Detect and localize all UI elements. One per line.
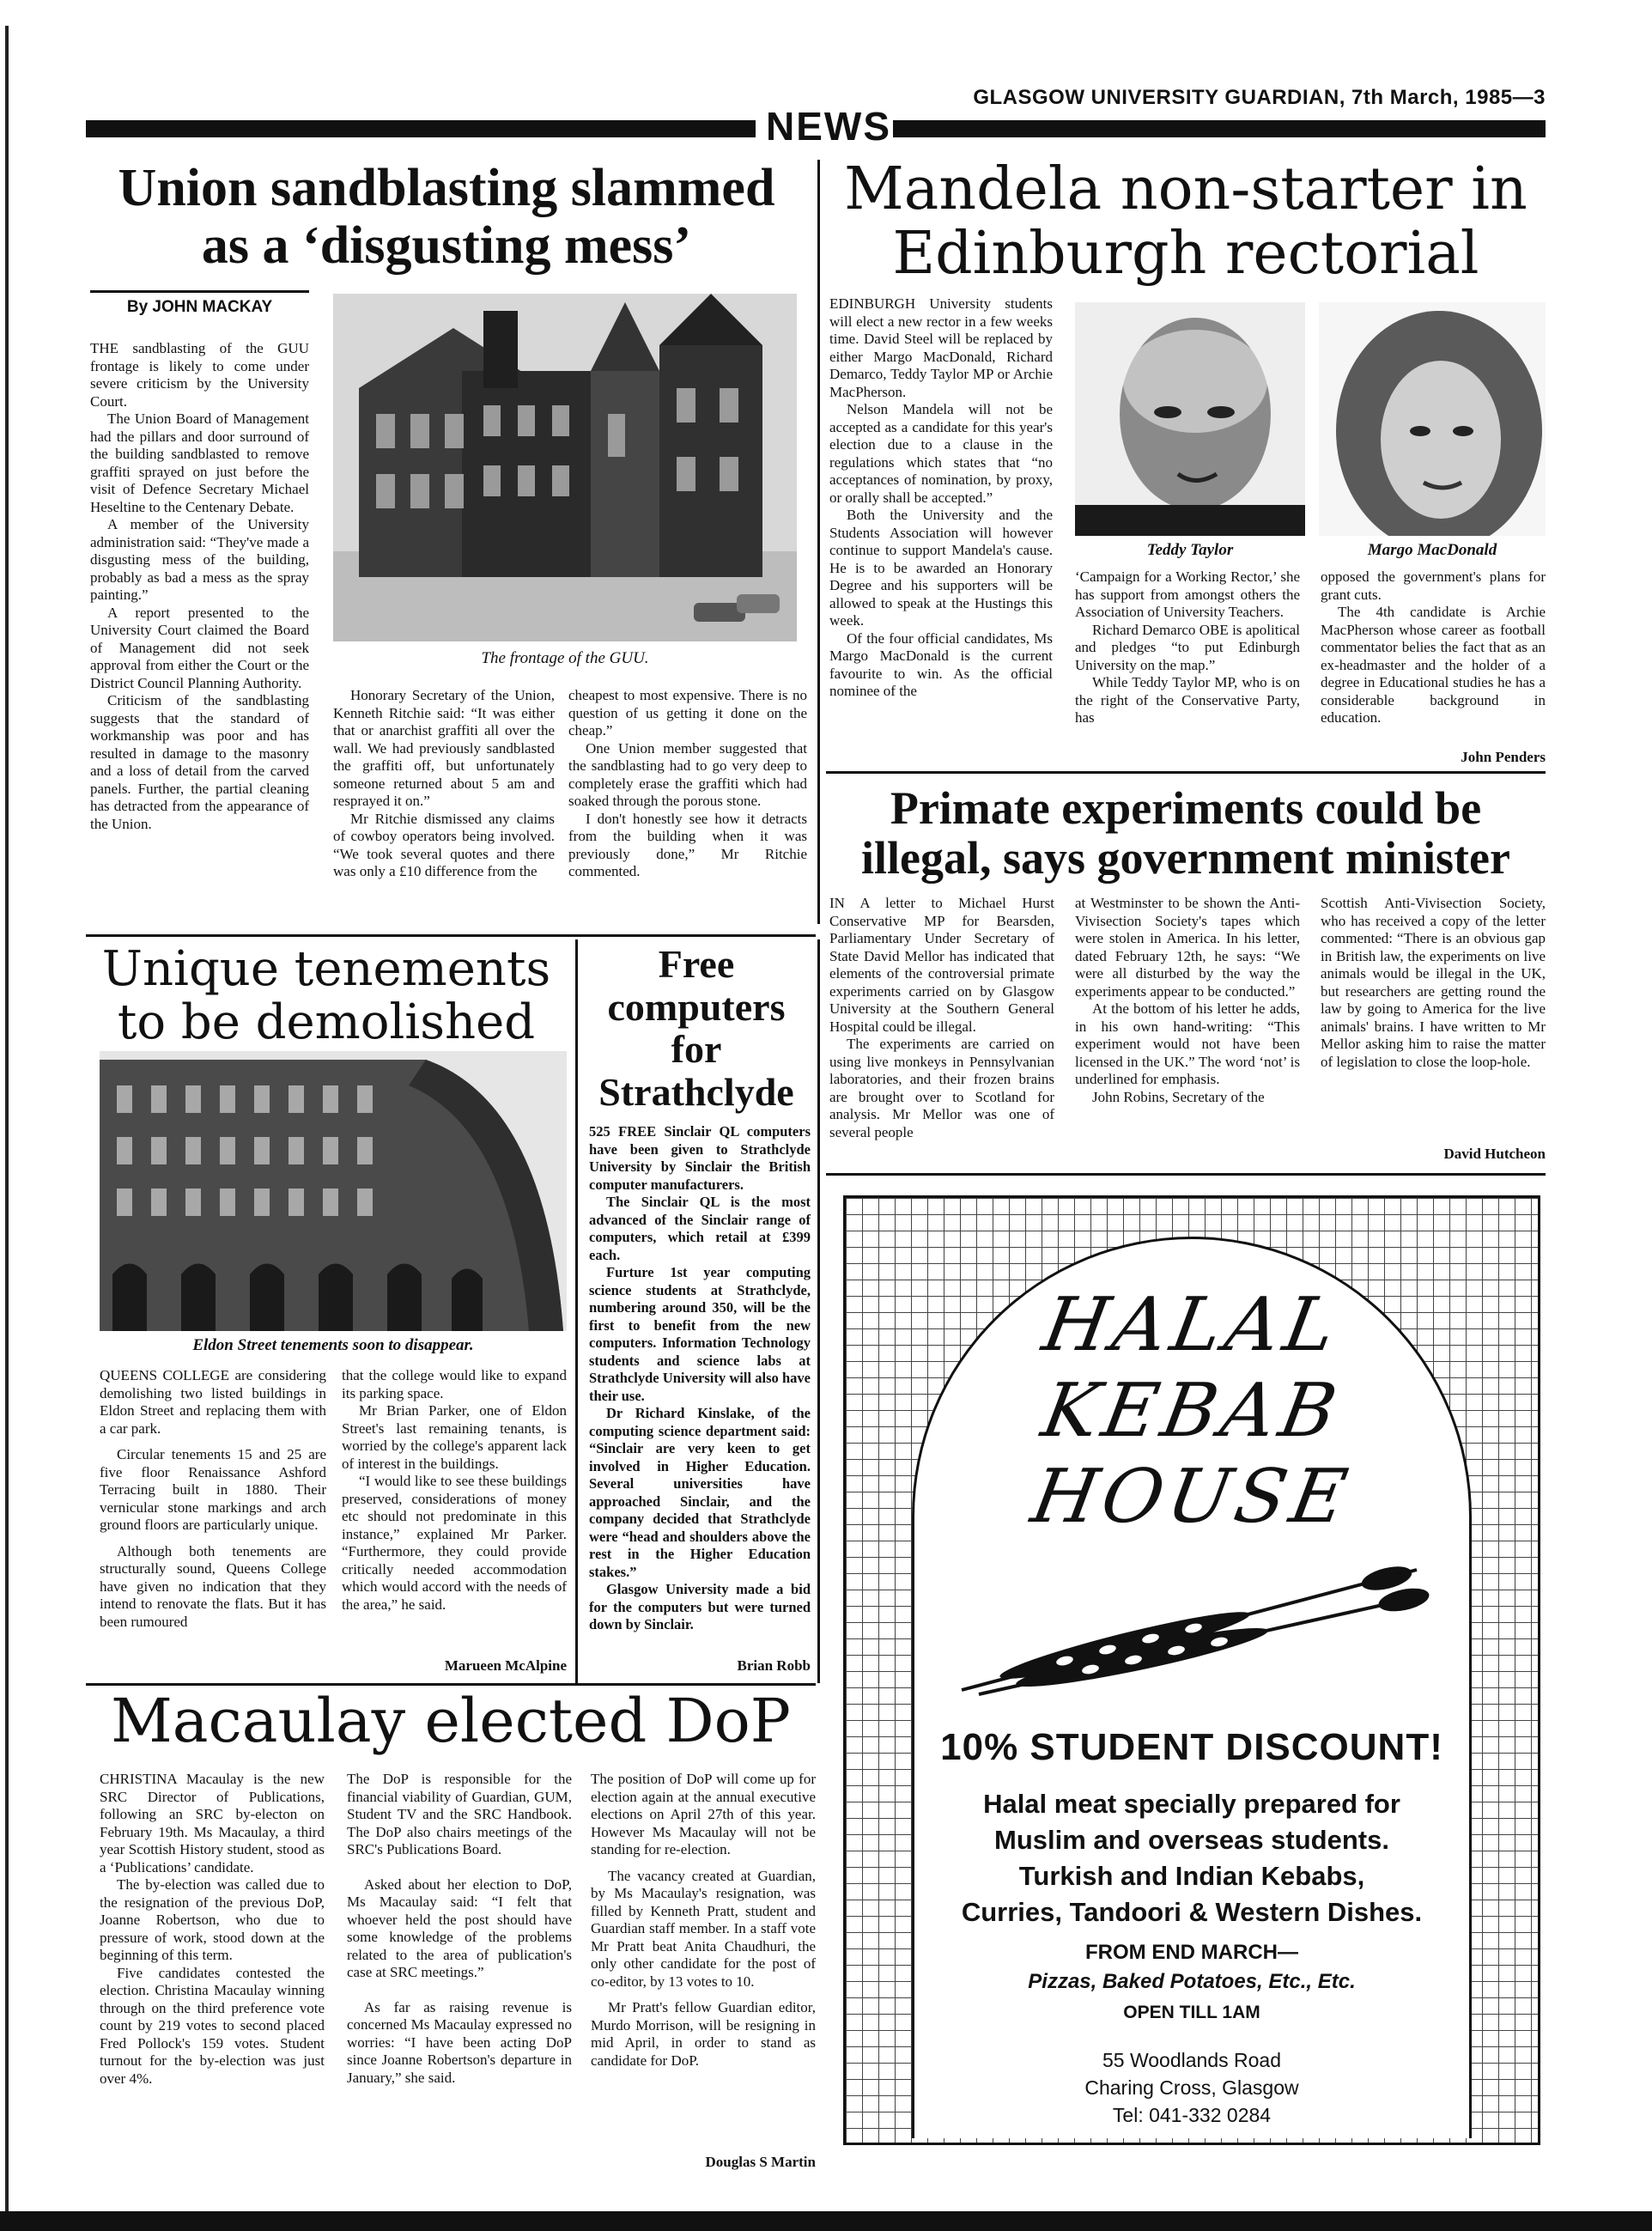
paragraph: Furture 1st year computing science students at Strathclyde, numbering around 350, will be the first to benefit from the new computers. Information Technology students and science labs at Strathclyde University will also have their use. — [589, 1264, 811, 1404]
paragraph: John Robins, Secretary of the — [1092, 1088, 1265, 1105]
page-bottom-rule — [0, 2211, 1652, 2231]
primate-col-1 — [829, 895, 1054, 1141]
paragraph: A member of the University administration said: “They've made a disgusting mess of the building, probably as bad a mess as the spray painting.” — [90, 516, 309, 603]
paragraph: Richard Demarco OBE is apolitical and pledges “to put Edinburgh University on the map.” — [1075, 621, 1300, 673]
paragraph: Although both tenements are structurally sound, Queens College have given no indication that they intend to renovate the flats. But it has been rumoured — [100, 1542, 326, 1630]
paragraph: Dr Richard Kinslake, of the computing science department said: “Sinclair are very keen to get involved in Higher Education. Several universities have approached Sinclair, and the company decided that Strathclyde were “head and shoulders above the rest in the Higher Education stakes.” — [589, 1405, 811, 1580]
advert-address-line-2: Charing Cross, Glasgow — [1084, 2076, 1299, 2099]
tenements-headline: Unique tenements to be demolished — [101, 941, 551, 1050]
news-bar-right — [893, 120, 1546, 137]
union-col-1 — [90, 340, 309, 833]
macaulay-col-1 — [100, 1771, 325, 2088]
paragraph: that the college would like to expand its parking space. — [342, 1367, 567, 1401]
paragraph: 525 FREE Sinclair QL computers have been given to Strathclyde University by Sinclair the British computer manufacturers. — [589, 1123, 811, 1193]
paragraph: While Teddy Taylor MP, who is on the right of the Conservative Party, has — [1075, 674, 1300, 726]
paragraph: Circular tenements 15 and 25 are five floor Renaissance Ashford Terracing built in 1880. Their vernicular stone markings and arch ground floors are particularly unique. — [100, 1446, 326, 1533]
union-headline: Union sandblasting slammed as a ‘disgusting mess’ — [118, 159, 775, 275]
section-rule — [826, 771, 1546, 774]
mandela-col-3 — [1321, 568, 1546, 727]
advert-discount: 10% STUDENT DISCOUNT! — [940, 1726, 1443, 1768]
paragraph: CHRISTINA Macaulay is the new SRC Director of Publications, following an SRC by-electon on February 19th. Ms Macaulay, a third year Scottish History student, stood as a ‘Publications’ candidate. — [100, 1771, 325, 1875]
paragraph: Of the four official candidates, Ms Margo MacDonald is the current favourite to win. As the official nominee of the — [829, 629, 1053, 699]
paragraph: THE sandblasting of the GUU frontage is likely to come under severe criticism by the University Court. — [90, 340, 309, 410]
paragraph: Asked about her election to DoP, Ms Macaulay said: “I felt that whoever held the post should have some knowledge of the problems related to the area of publication's case at SRC meetings.” — [347, 1875, 572, 1980]
column-rule — [575, 939, 578, 1683]
skewers-icon — [953, 1553, 1434, 1699]
paragraph: IN A letter to Michael Hurst Conservative MP for Bearsden, Parliamentary Under Secretary of State David Mellor has indicated that elements of the controversial primate experiments carried on by Glasgow University at the Southern General Hospital could be illegal. — [829, 895, 1054, 1035]
paragraph: Scottish Anti-Vivisection Society, who has received a copy of the letter commented: “There is an obvious gap in British law, the experiments on live animals would be illegal in the UK, but researchers are getting round the law by going to America for the live animals' brains. I have written to Mr Mellor asking him to raise the matter of legislation to close the loop-hole. — [1321, 895, 1546, 1070]
mandela-headline: Mandela non-starter in Edinburgh rectorial — [844, 155, 1527, 288]
teddy-taylor-photo — [1075, 302, 1305, 536]
folio: GLASGOW UNIVERSITY GUARDIAN, 7th March, 1985—3 — [973, 86, 1546, 109]
primate-headline: Primate experiments could be illegal, says government minister — [861, 782, 1510, 884]
advert-from: FROM END MARCH— — [1085, 1941, 1298, 1964]
computers-body — [589, 1123, 811, 1634]
paragraph: Mr Pratt's fellow Guardian editor, Murdo Morrison, will be resigning in mid April, in order to stand as candidate for DoP. — [591, 1999, 816, 2069]
page-edge-rule — [5, 26, 9, 2224]
paragraph: Mr Brian Parker, one of Eldon Street's last remaining tenants, is worried by the college's apparent lack of interest in the buildings. — [342, 1402, 567, 1472]
primate-col-2 — [1075, 895, 1300, 1106]
mandela-col-1 — [829, 295, 1053, 701]
advert-title-kebab: KEBAB — [1036, 1368, 1348, 1454]
tenements-col-2 — [342, 1367, 567, 1614]
macaulay-signature: Douglas S Martin — [705, 2154, 816, 2170]
paragraph: Glasgow University made a bid for the computers but were turned down by Sinclair. — [589, 1581, 811, 1632]
section-rule — [826, 1173, 1546, 1176]
tenements-col-1 — [100, 1367, 326, 1631]
advert-title-halal: HALAL — [1036, 1282, 1347, 1368]
column-rule — [817, 939, 820, 1683]
paragraph: The Union Board of Management had the pillars and door surround of the building sandblasted to remove graffiti sprayed on just before the visit of Defence Secretary Michael Heseltine to the Centenary Debate. — [90, 410, 309, 515]
paragraph: “I would like to see these buildings preserved, considerations of money etc should not predominate in this instance,” explained Mr Parker. “Furthermore, they could provide critically needed accommodation which would accord with the needs of the area,” he said. — [342, 1473, 567, 1613]
paragraph: I don't honestly see how it detracts from the building when it was previously done,” Mr Ritchie commented. — [568, 810, 807, 879]
paragraph: Five candidates contested the election. Christina Macaulay winning through on the third preference vote count by 219 votes to second placed Fred Pollock's 159 votes. Student turnout for the by-election was just over 4%. — [100, 1964, 325, 2087]
paragraph: Both the University and the Students Association will however continue to support Mandela's cause. He is to be awarded an Honorary Degree and his supporters will be allowed to speak at the Hustings this week. — [829, 507, 1053, 629]
advert-title-house: HOUSE — [1025, 1454, 1358, 1540]
teddy-taylor-caption: Teddy Taylor — [1146, 541, 1234, 559]
paragraph: QUEENS COLLEGE are considering demolishing two listed buildings in Eldon Street and replacing them with a car park. — [100, 1367, 326, 1437]
union-col-2 — [333, 687, 555, 881]
paragraph: The experiments are carried on using live monkeys in Pennsylvanian laboratories, and their frozen brains are brought over to Scotland for analysis. Mr Mellor was one of several people — [829, 1036, 1054, 1140]
paragraph: The by-election was called due to the resignation of the previous DoP, Joanne Robertson, who due to pressure of work, stood down at the beginning of this term. — [100, 1876, 325, 1963]
primate-col-3 — [1321, 895, 1546, 1071]
paragraph: At the bottom of his letter he adds, in his own hand-writing: “This experiment would not have been licensed in the UK.” The word ‘not’ is underlined for emphasis. — [1075, 1000, 1300, 1087]
paragraph: The 4th candidate is Archie MacPherson whose career as football commentator belies the fact that as an ex-headmaster and the holder of a degree in Educational studies he has a considerable background in education. — [1321, 604, 1546, 726]
news-bar-left — [86, 120, 756, 137]
mandela-col-2 — [1075, 568, 1300, 727]
paragraph: A report presented to the University Court claimed the Board of Management did not seek approval from either the Court or the District Council Planning Authority. — [90, 604, 309, 691]
paragraph: Nelson Mandela will not be accepted as a candidate for this year's election due to a clause in the regulations which states that “no acceptances of nomination, by proxy, or orally shall be accepted.” — [829, 401, 1053, 506]
advert-telephone: Tel: 041-332 0284 — [1112, 2104, 1272, 2126]
section-rule — [86, 934, 816, 937]
guu-photo-caption: The frontage of the GUU. — [481, 649, 649, 667]
macaulay-col-2 — [347, 1771, 572, 2087]
union-byline-box — [90, 290, 309, 317]
mandela-signature: John Penders — [1461, 749, 1546, 765]
tenements-signature: Marueen McAlpine — [444, 1657, 567, 1674]
guu-building-photo — [333, 294, 797, 641]
advert-extras: Pizzas, Baked Potatoes, Etc., Etc. — [1028, 1970, 1356, 1993]
margo-macdonald-caption: Margo MacDonald — [1367, 541, 1497, 559]
paragraph: One Union member suggested that the sandblasting had to go very deep to completely erase the graffiti which had soaked through the porous stone. — [568, 739, 807, 809]
macaulay-col-3 — [591, 1771, 816, 2070]
paragraph: The vacancy created at Guardian, by Ms Macaulay's resignation, was filled by Kenneth Pratt, student and Guardian staff member. In a staff vote Mr Pratt beat Anita Chaudhuri, the only other candidate for the post of co-editor, by 13 votes to 10. — [591, 1867, 816, 1990]
paragraph: Criticism of the sandblasting suggests that the standard of workmanship was poor and has resulted in damage to the masonry and a loss of detail from the carved panels. Further, the partial cleaning has detracted from the appearance of the Union. — [90, 692, 309, 832]
eldon-street-photo — [100, 1051, 567, 1331]
paragraph: The DoP is responsible for the financial viability of Guardian, GUM, Student TV and the SRC Handbook. The DoP also chairs meetings of the SRC's Publications Board. — [347, 1771, 572, 1857]
primate-signature: David Hutcheon — [1443, 1146, 1546, 1162]
paragraph: EDINBURGH University students will elect a new rector in a few weeks time. David Steel will be replaced by either Margo MacDonald, Richard Demarco, Teddy Taylor MP or Archie MacPherson. — [829, 295, 1053, 400]
computers-signature: Brian Robb — [737, 1657, 811, 1674]
computers-headline: Free computers for Strathclyde — [598, 942, 794, 1115]
eldon-street-caption: Eldon Street tenements soon to disappear. — [192, 1336, 474, 1354]
advert-description: Halal meat specially prepared for Muslim and overseas students. Turkish and Indian Kebabs, Curries, Tandoori & Western Dishes. — [961, 1789, 1423, 1927]
paragraph: The position of DoP will come up for election again at the annual executive elections on April 27th of this year. However Ms Macaulay will not be standing for re-election. — [591, 1771, 816, 1857]
section-label: NEWS — [766, 104, 891, 149]
advert-address-line-1: 55 Woodlands Road — [1102, 2049, 1281, 2071]
advert-hours: OPEN TILL 1AM — [1123, 2003, 1260, 2022]
column-rule-top — [817, 160, 820, 924]
paragraph: opposed the government's plans for grant cuts. — [1321, 568, 1546, 603]
union-col-3 — [568, 687, 807, 881]
margo-macdonald-photo — [1319, 302, 1546, 536]
paragraph: at Westminster to be shown the Anti-Vivisection Society's tapes which were stolen in America. In his letter, dated February 12th, he says: “We were all disturbed by the way the experiments appear to be conducted.” — [1075, 895, 1300, 1000]
paragraph: The Sinclair QL is the most advanced of the Sinclair range of computers, which retail at £399 each. — [589, 1194, 811, 1263]
paragraph: Mr Ritchie dismissed any claims of cowboy operators being involved. “We took several quotes and there was only a £10 difference from the — [333, 810, 555, 879]
paragraph: ‘Campaign for a Working Rector,’ she has support from amongst others the Association of University Teachers. — [1075, 568, 1300, 620]
union-byline: By JOHN MACKAY — [126, 298, 273, 316]
paragraph: cheapest to most expensive. There is no question of us getting it done on the cheap.” — [568, 687, 807, 739]
paragraph: As far as raising revenue is concerned Ms Macaulay expressed no worries: “I have been acting DoP since Joanne Robertson's departure in January,” she said. — [347, 1998, 572, 2086]
paragraph: Honorary Secretary of the Union, Kenneth Ritchie said: “It was either that or anarchist graffiti all over the wall. We had previously sandblasted the graffiti off, but unfortunately someone returned about 5 am and resprayed it on.” — [333, 687, 555, 809]
macaulay-headline: Macaulay elected DoP — [111, 1686, 791, 1756]
